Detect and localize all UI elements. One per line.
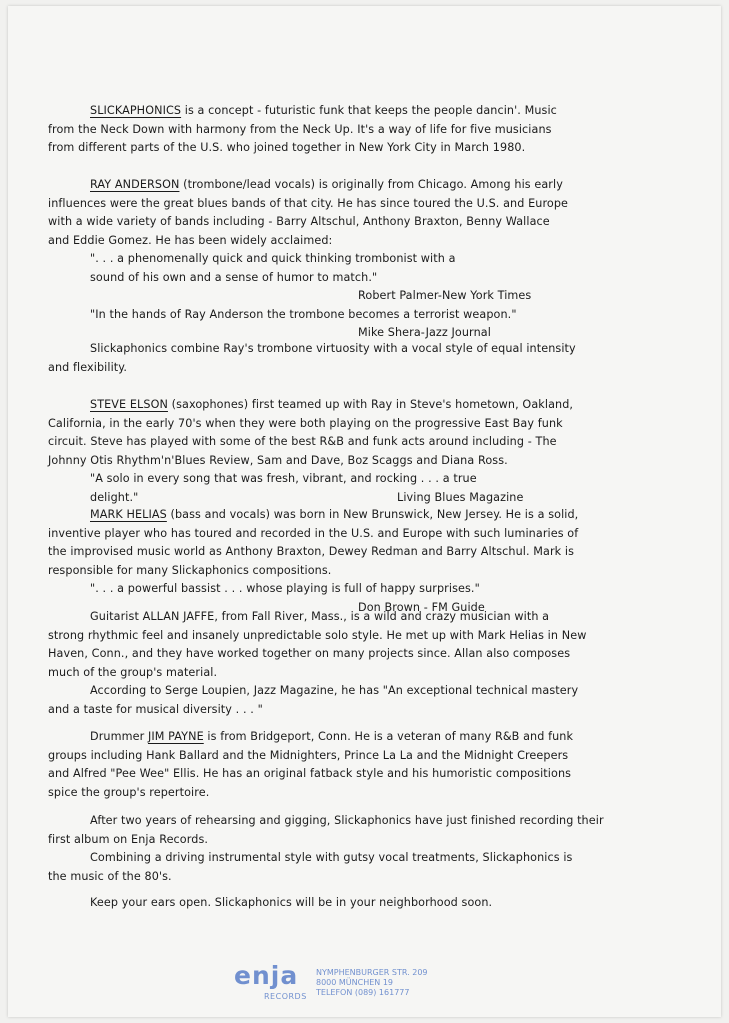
- paragraph-album: [48, 812, 648, 886]
- text-line: responsible for many Slickaphonics compositions.: [48, 563, 332, 577]
- paragraph-steve-elson: [48, 396, 648, 507]
- stamp-records: RECORDS: [264, 992, 307, 1001]
- text-line: and Eddie Gomez. He has been widely acclaimed:: [48, 233, 333, 247]
- text-line: much of the group's material.: [48, 665, 218, 679]
- document-page: [8, 6, 721, 1017]
- underlined-name: RAY ANDERSON: [90, 178, 180, 191]
- quote-attribution: Living Blues Magazine: [397, 490, 524, 504]
- underlined-name: SLICKAPHONICS: [90, 104, 182, 117]
- paragraph-mark-helias: [48, 506, 648, 617]
- underlined-name: STEVE ELSON: [90, 398, 168, 411]
- paragraph-closing: [48, 894, 648, 913]
- text-line: strong rhythmic feel and insanely unpredictable solo style. He met up with Mark Helias in New: [48, 628, 587, 642]
- text-line: groups including Hank Ballard and the Midnighters, Prince La La and the Midnight Creepers: [48, 748, 569, 762]
- paragraph-ray-anderson: [48, 176, 648, 343]
- text-line: circuit. Steve has played with some of the best R&B and funk acts around including - The: [48, 435, 557, 448]
- text-line: Guitarist ALLAN JAFFE, from Fall River, Mass., is a wild and crazy musician with a: [90, 610, 550, 623]
- text-line: Johnny Otis Rhythm'n'Blues Review, Sam and Dave, Boz Scaggs and Diana Ross.: [48, 453, 508, 467]
- quote-attribution: Don Brown - FM Guide: [358, 600, 485, 614]
- text-line: first album on Enja Records.: [48, 832, 209, 846]
- quote-line: ". . . a phenomenally quick and quick thinking trombonist with a: [90, 252, 456, 265]
- enja-records-stamp: [226, 961, 466, 1011]
- text-line: the improvised music world as Anthony Braxton, Dewey Redman and Barry Altschul. Mark is: [48, 545, 575, 558]
- text-line: Drummer JIM PAYNE is from Bridgeport, Conn. He is a veteran of many R&B and funk: [90, 730, 574, 743]
- text-line: Haven, Conn., and they have worked together on many projects since. Allan also composes: [48, 647, 571, 660]
- underlined-name: JIM PAYNE: [147, 730, 204, 743]
- quote-line: delight.": [90, 490, 139, 504]
- paragraph-combine: [48, 340, 648, 377]
- text-line: inventive player who has toured and recorded in the U.S. and Europe with such luminaries of: [48, 526, 579, 540]
- text-line: the music of the 80's.: [48, 869, 172, 883]
- quote-line: sound of his own and a sense of humor to match.": [90, 270, 378, 284]
- enja-logo: enja: [234, 961, 299, 990]
- text-line: RAY ANDERSON (trombone/lead vocals) is originally from Chicago. Among his early: [90, 178, 563, 191]
- text-line: spice the group's repertoire.: [48, 785, 210, 799]
- paragraph-intro: [48, 102, 648, 158]
- quote-attribution: Robert Palmer-New York Times: [358, 289, 532, 302]
- quote-attribution: Mike Shera-Jazz Journal: [358, 326, 491, 339]
- underlined-name: MARK HELIAS: [90, 508, 167, 521]
- stamp-address: [316, 968, 428, 998]
- text-line: and flexibility.: [48, 360, 128, 374]
- quote-line: ". . . a powerful bassist . . . whose playing is full of happy surprises.": [90, 582, 480, 595]
- text-line: with a wide variety of bands including - Barry Altschul, Anthony Braxton, Benny Wallace: [48, 215, 550, 228]
- text-line: Keep your ears open. Slickaphonics will be in your neighborhood soon.: [90, 896, 493, 909]
- text-line: SLICKAPHONICS is a concept - futuristic funk that keeps the people dancin'. Music: [90, 104, 557, 117]
- text-line: MARK HELIAS (bass and vocals) was born in New Brunswick, New Jersey. He is a solid,: [90, 508, 579, 521]
- stamp-address-line: TELEFON (089) 161777: [316, 988, 410, 997]
- text-line: from different parts of the U.S. who joined together in New York City in March 1980.: [48, 141, 526, 154]
- text-line: STEVE ELSON (saxophones) first teamed up with Ray in Steve's hometown, Oakland,: [90, 398, 574, 411]
- text-line: California, in the early 70's when they were both playing on the progressive East Bay funk: [48, 416, 563, 430]
- paragraph-allan-jaffe: [48, 608, 648, 719]
- text-line: and Alfred "Pee Wee" Ellis. He has an original fatback style and his humoristic compositions: [48, 767, 572, 780]
- quote-line: "In the hands of Ray Anderson the trombone becomes a terrorist weapon.": [90, 307, 517, 321]
- text-line: influences were the great blues bands of that city. He has since toured the U.S. and Europe: [48, 196, 569, 210]
- text-line: and a taste for musical diversity . . . ": [48, 702, 263, 716]
- text-line: from the Neck Down with harmony from the Neck Up. It's a way of life for five musicians: [48, 122, 552, 136]
- stamp-address-line: NYMPHENBURGER STR. 209: [316, 968, 428, 977]
- text-line: Slickaphonics combine Ray's trombone virtuosity with a vocal style of equal intensity: [90, 342, 576, 355]
- text-line: According to Serge Loupien, Jazz Magazine, he has "An exceptional technical mastery: [90, 684, 579, 697]
- text-line: After two years of rehearsing and gigging, Slickaphonics have just finished recording their: [90, 814, 604, 827]
- paragraph-jim-payne: [48, 728, 648, 802]
- quote-line: "A solo in every song that was fresh, vibrant, and rocking . . . a true: [90, 472, 477, 485]
- stamp-address-line: 8000 MÜNCHEN 19: [316, 978, 394, 987]
- text-line: Combining a driving instrumental style with gutsy vocal treatments, Slickaphonics is: [90, 851, 573, 864]
